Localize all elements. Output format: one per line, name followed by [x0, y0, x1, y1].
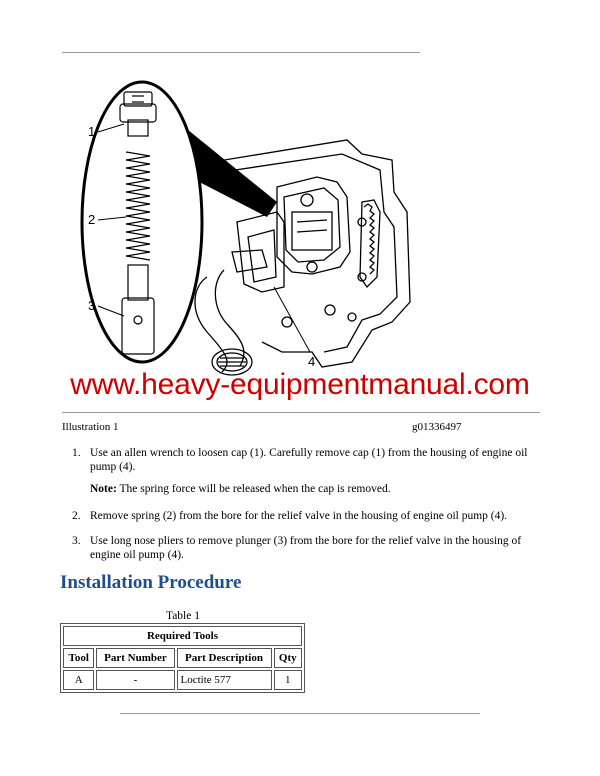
callout-2: 2	[88, 212, 96, 227]
section-heading: Installation Procedure	[60, 572, 242, 593]
header-qty: Qty	[274, 648, 302, 668]
cell-part-number: -	[96, 670, 174, 690]
engine-oil-pump-illustration	[62, 62, 422, 380]
table-header-row	[63, 648, 302, 668]
table-row	[63, 670, 302, 690]
step-number: 2.	[72, 510, 81, 522]
step-text: Remove spring (2) from the bore for the relief valve in the housing of engine oil pump (4).	[90, 510, 508, 522]
cell-qty: 1	[274, 670, 302, 690]
header-tool: Tool	[63, 648, 94, 668]
header-part-number: Part Number	[96, 648, 174, 668]
bottom-rule	[120, 713, 480, 714]
note	[90, 483, 391, 495]
watermark-url[interactable]: www.heavy-equipmentmanual.com	[70, 368, 530, 401]
illustration-caption: Illustration 1	[62, 421, 119, 433]
cell-part-description: Loctite 577	[177, 670, 272, 690]
note-label: Note:	[90, 483, 117, 495]
caption-rule	[62, 412, 540, 413]
cell-tool: A	[63, 670, 94, 690]
note-text: The spring force will be released when the cap is removed.	[116, 483, 391, 495]
table-title-row	[63, 626, 302, 646]
step-text: Use an allen wrench to loosen cap (1). Carefully remove cap (1) from the housing of engine oil pump (4).	[90, 447, 528, 473]
table-caption: Table 1	[165, 610, 200, 622]
step-number: 1.	[72, 447, 81, 459]
header-part-description: Part Description	[177, 648, 272, 668]
top-rule	[62, 52, 420, 53]
callout-4: 4	[308, 354, 316, 369]
step-number: 3.	[72, 535, 81, 547]
callout-1: 1	[88, 124, 96, 139]
callout-3: 3	[88, 298, 96, 313]
illustration-code: g01336497	[412, 421, 462, 433]
table-title: Required Tools	[63, 626, 302, 646]
step-text: Use long nose pliers to remove plunger (3) from the bore for the relief valve in the housing of engine oil pump (4).	[90, 535, 522, 561]
required-tools-table	[60, 623, 305, 693]
